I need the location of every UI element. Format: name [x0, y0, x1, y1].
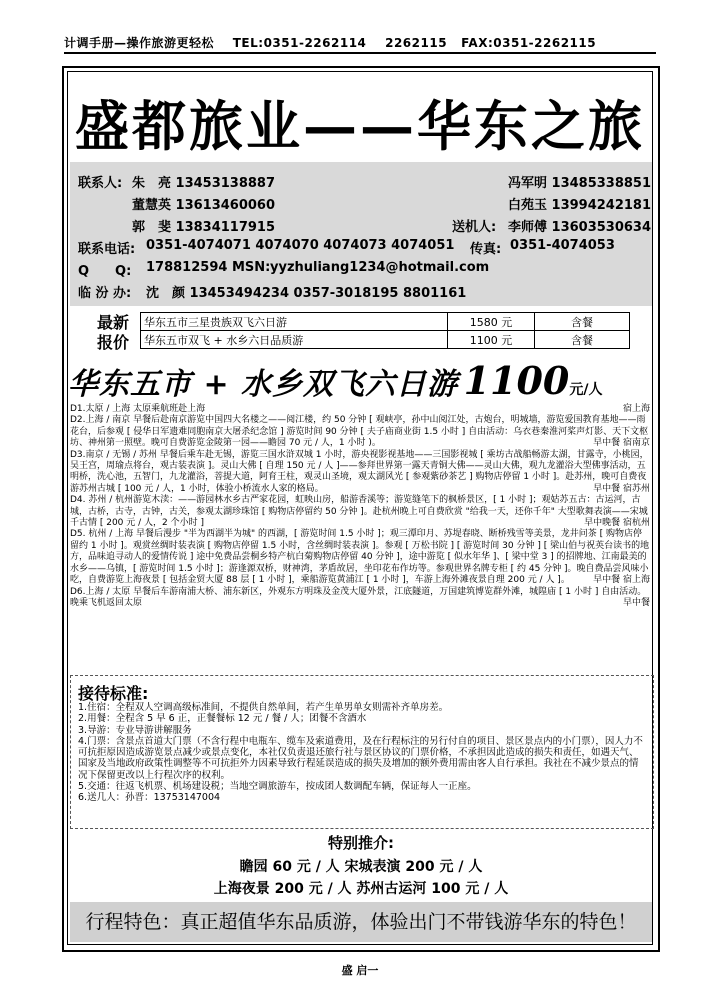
itinerary-day — [70, 450, 650, 496]
price-row-meal: 含餐 — [535, 313, 630, 331]
itinerary-text: D3.南京 / 无锡 / 苏州 早餐后乘车赴无锡，游览三国水浒双城 1 小时，游央视影视基地——三国影视城 [ 乘坊古战船畅游太湖，甘露寺，小桃园，吴王宫，周瑜点将台，观古装表演 ]。灵山大佛 [ 自理 150 元 / 人 ]——参拜世界第一露天青铜大佛——灵山大佛，观九龙灌浴大型佛事活动，五明桥，洗心池，五智门，九龙灌浴，菩提大道，阿育王柱，观灵山圣境，观太湖风光 [ 参观紫砂茶艺 ] 购物店停留 1 小时 ]。赴苏州，晚可自费夜游苏州古城 [ 100 元 / 人，1 小时，体验小桥流水人家的格局。 — [70, 449, 649, 494]
special-title: 特别推介: — [328, 834, 394, 852]
phone-numbers: 0351-4074071 4074070 4074073 4074051 — [146, 238, 455, 253]
price-row — [141, 313, 630, 331]
header-fax-label: FAX: — [461, 36, 494, 50]
itinerary-meal: 早中晚餐 宿杭州 — [584, 518, 650, 529]
itinerary-meal: 宿上海 — [622, 404, 650, 414]
contact-person-2: 董慧英 13613460060 — [132, 198, 276, 213]
price-row — [141, 331, 630, 349]
special-line-1: 瞻园 60 元 / 人 宋城表演 200 元 / 人 — [239, 859, 483, 875]
msn-label: MSN: — [232, 260, 271, 275]
itinerary-day — [70, 529, 650, 586]
price-row-price: 1580 元 — [448, 313, 535, 331]
itinerary-text: D6.上海 / 太原 早餐后车游南浦大桥、浦东新区，外观东方明珠及金茂大厦外景，江底隧道，万国建筑博览群外滩，城隍庙 [ 1 小时 ] 自由活动。晚乘飞机返回太原 — [70, 586, 647, 608]
price-row-name: 华东五市双飞 + 水乡六日品质游 — [141, 331, 448, 349]
headline-unit: 元/人 — [569, 382, 603, 398]
header-slogan: 计调手册—操作旅游更轻松 — [64, 36, 215, 50]
itinerary-meal: 早中餐 宿上海 — [593, 575, 650, 586]
standard-item: 6.送几人：孙晋：13753147004 — [78, 792, 221, 804]
itinerary — [70, 404, 650, 609]
standard-item: 5.交通：往返飞机票、机场建设税；当地空调旅游车，按成团人数调配车辆，保证每人一正座。 — [78, 781, 477, 793]
contact-person-5: 白苑玉 13994242181 — [508, 198, 652, 213]
feature-text: 行程特色：真正超值华东品质游，体验出门不带钱游华东的特色！ — [85, 911, 637, 933]
header-fax: 0351-2262115 — [493, 36, 597, 50]
contact-label: 联系人: — [78, 176, 123, 191]
standard-list — [78, 702, 646, 804]
msn-address: yyzhuliang1234@hotmail.com — [270, 260, 490, 275]
office-contact: 沈 颜 13453494234 0357-3018195 8801161 — [146, 286, 467, 301]
standard-item: 1.住宿：全程双人空调高级标准间，不提供自然单间，若产生单男单女则需补齐单房差。 — [78, 702, 449, 713]
header-tel2: 2262115 — [385, 36, 448, 50]
fax-number: 0351-4074053 — [510, 238, 615, 253]
itinerary-text: D1.太原 / 上海 太原乘航班赴上海 — [70, 404, 206, 414]
itinerary-day — [70, 587, 650, 610]
header-divider — [64, 52, 656, 54]
headline-price: 1100 — [463, 358, 570, 403]
header-tel1: 0351-2262114 — [263, 36, 367, 50]
qq-number: 178812594 — [146, 260, 228, 275]
itinerary-text: D5. 杭州 / 上海 早餐后漫步 "半为西湖半为城" 的西湖，[ 游览时间 1.5 小时 ]；观三潭印月、苏堤春晓、断桥残雪等美景，龙井问茶 [ 购物店停留约 1 小时 ]。观赏丝绸时装表演 [ 购物店停留 1.5 小时，含丝绸时装表演 ]。参观 [ 万松书院 ] [ 游览时间 30 分钟 ] [ 梁山伯与祝英台读书的地方，品味追寻动人的爱情传说 ] 途中免费品尝桐乡特产杭白菊购物店停留 40 分钟 ]，途中游览 [ 似水年华 ]、[ 梁中堂 3 ] 的招牌地、江南最美的水乡——乌镇，[ 游览时间 1.5 小时 ]；游逢源双桥，财神湾，茅盾故居，坐印花布作坊等。参观世界名牌专柜 [ 约 45 分钟 ]。晚自费品尝风味小吃，自费游览上海夜景 [ 包括金贸大厦 88 层 [ 1 小时 ]，乘船游览黄浦江 [ 1 小时 ]，车游上海外滩夜景自理 200 元 / 人 ]。 — [70, 529, 650, 586]
pickup-label: 送机人: — [452, 220, 497, 235]
special-line-2: 上海夜景 200 元 / 人 苏州古运河 100 元 / 人 — [213, 881, 509, 897]
standard-title: 接待标准: — [78, 684, 149, 703]
price-row-name: 华东五市三星贵族双飞六日游 — [141, 313, 448, 331]
price-row-meal: 含餐 — [535, 331, 630, 349]
itinerary-day — [70, 415, 650, 449]
standard-item: 4.门票：含景点首道大门票（不含行程中电瓶车、缆车及索道费用，及在行程标注的另行付自的项目、景区景点内的小门票），因人力不可抗拒原因造成游览景点减少或景点变化，本社仅负责退还旅行社与景区协议的门票价格，不承担因此造成的损失和责任，如遇天气、国家及当地政府政策性调整等不可抗拒外力因素导致行程延误造成的损失及增加的额外费用需由客人自行承担。我社在不减少景点的情况下保留更改以上行程次序的权利。 — [78, 735, 643, 781]
contact-person-4: 冯军明 13485338851 — [508, 176, 652, 191]
itinerary-meal: 早中餐 — [622, 597, 650, 608]
office-label: 临 汾 办: — [78, 286, 132, 301]
price-table — [140, 312, 630, 349]
qq-label: Q Q: — [78, 264, 132, 279]
standard-item: 2.用餐：全程含 5 早 6 正，正餐餐标 12 元 / 餐 / 人；团餐不含酒水 — [78, 713, 367, 725]
standard-item: 3.导游：专业导游讲解服务 — [78, 724, 192, 736]
itinerary-meal: 早中餐 宿苏州 — [593, 483, 650, 494]
latest-label-2: 报价 — [96, 333, 129, 352]
price-row-price: 1100 元 — [448, 331, 535, 349]
itinerary-day — [70, 404, 650, 415]
tour-headline — [68, 358, 650, 403]
headline-text: 华东五市 + 水乡双飞六日游 — [68, 367, 459, 402]
itinerary-day — [70, 495, 650, 529]
latest-label-1: 最新 — [96, 313, 129, 332]
itinerary-meal: 早中餐 宿南京 — [593, 438, 650, 449]
latest-quote-label — [88, 313, 138, 353]
fax-label: 传真: — [470, 242, 502, 257]
page-footer: 盛 启一 — [341, 964, 379, 977]
contact-person-1: 朱 亮 13453138887 — [132, 176, 276, 191]
itinerary-text: D2.上海 / 南京 早餐后赴南京游览中国四大名楼之——阅江楼，约 50 分钟 [ 观峡亭，孙中山阅江处，古炮台，明城墙，游览爱国教育基地——雨花台，后参观 [ 侵华日军遗难同胞南京大屠杀纪念馆 ] 游览时间 90 分钟 [ 夫子庙商业街 1.5 小时 ] 自由活动：乌衣巷秦淮河桨声灯影、天下文枢坊、神州第一照壁。晚可自费游览金陵第一园——瞻园 70 元 / 人，1 小时 )。 — [70, 415, 649, 449]
contact-person-3: 郭 斐 13834117915 — [132, 220, 276, 235]
header-bar — [64, 34, 654, 51]
page-title: 盛都旅业——华东之旅 — [75, 94, 645, 158]
header-tel-label: TEL: — [232, 36, 264, 50]
itinerary-text: D4. 苏州 / 杭州游览木渎：——游园林水乡古严家花园，虹映山房，船游香溪等；游览缝笔下的枫桥景区，[ 1 小时 ]；观姑苏五古：古运河，古城，古桥，古寺，古钟，古关，参观太湖珍珠馆 [ 购物店停留约 50 分钟 ]。赴杭州晚上可自费欣赏 "给我一天，还你千年" 大型歌舞表演——宋城千古情 [ 200 元 / 人，2 个小时 ] — [70, 495, 648, 529]
contact-block — [70, 162, 652, 306]
phone-label: 联系电话: — [78, 242, 136, 257]
pickup-person: 李师傅 13603530634 — [508, 220, 652, 235]
